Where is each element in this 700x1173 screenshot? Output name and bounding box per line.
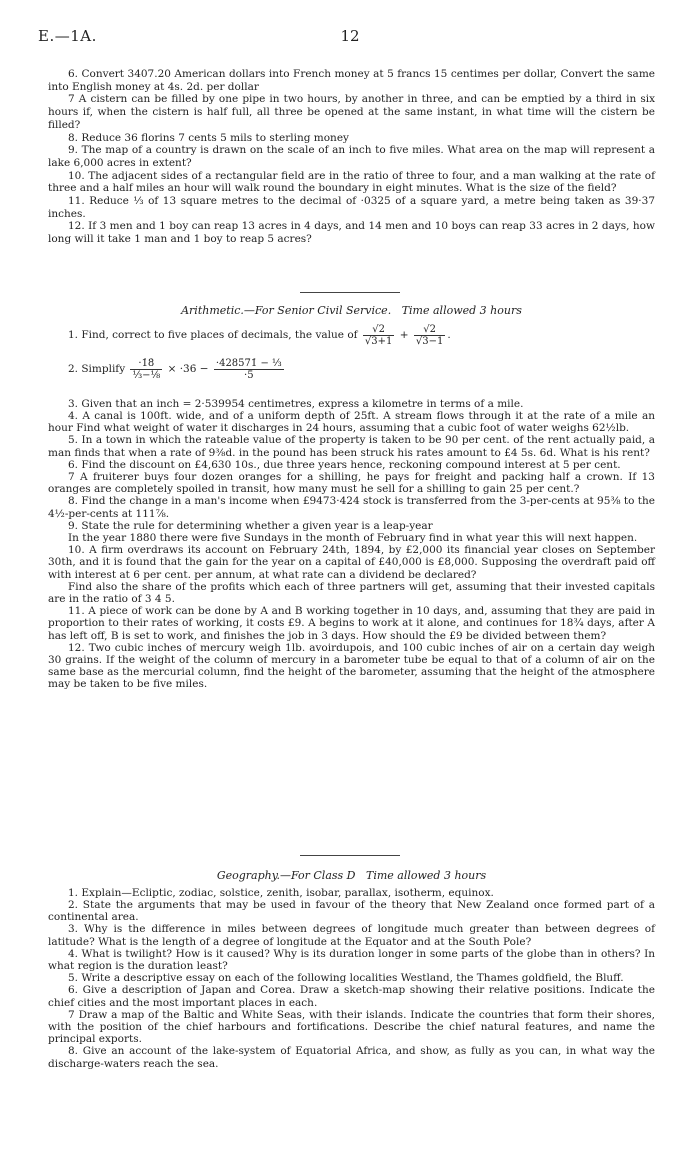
arithmetic-questions — [48, 398, 655, 691]
question-2-text: 2. Simplify — [68, 362, 126, 375]
question-7: 7 A fruiterer buys four dozen oranges for a shilling, he pays for freight and packing half a crown. If 13 oranges are completely spoiled in transit, how many must he sell for a shilling to gain 25 per cent.? — [48, 470, 655, 496]
question-8: 8. Reduce 36 florins 7 cents 5 mils to sterling money — [68, 131, 349, 144]
section-divider — [300, 855, 400, 856]
question-6: 6. Give a description of Japan and Corea. Draw a sketch-map showing their relative positions. Indicate the chief cities and the most important places in each. — [48, 984, 655, 1009]
question-9: 9. State the rule for determining whether a given year is a leap-year — [68, 519, 433, 532]
arithmetic-continued-questions — [48, 68, 655, 246]
document-reference: E.—1A. — [38, 27, 97, 45]
fraction: $\frac{\cdot 1̇8̇}{\text{⅓−⅛}}$ — [132, 357, 161, 381]
question-3: 3. Why is the difference in miles between degrees of longitude much greater than between degrees of latitude? What is the length of a degree of longitude at the Equator and at the South Pole? — [48, 923, 655, 948]
section-heading: Geography.—For Class D — [216, 869, 356, 882]
question-10: 10. A firm overdraws its account on February 24th, 1894, by £2,000 its financial year closes on September 30th, and it is found that the gain for the year on a capital of £40,000 is £8,000. Supposing the overdraft paid off with interest at 6 per cent. per annum, at what rate can a dividend be declared? — [48, 544, 655, 581]
question-9: 9. The map of a country is drawn on the scale of an inch to five miles. What area on the map will represent a lake 6,000 acres in extent? — [48, 144, 655, 169]
time-allowed: Time allowed 3 hours — [366, 869, 487, 882]
question-1-text: 1. Find, correct to five places of decimals, the value of — [68, 328, 358, 341]
section-heading: Arithmetic.—For Senior Civil Service. — [181, 304, 392, 317]
question-7: 7 A cistern can be filled by one pipe in two hours, by another in three, and can be emptied by a third in six hours if, when the cistern is half full, all three be opened at the same instant, in what time will the cistern be filled? — [48, 93, 655, 131]
arithmetic-senior-section — [48, 305, 655, 691]
question-4: 4. A canal is 100ft. wide, and of a uniform depth of 25ft. A stream flows through it at the rate of a mile an hour Find what weight of water it discharges in 24 hours, assuming that a cubic foot of water weighs 62½lb. — [48, 409, 655, 435]
question-8: 8. Find the change in a man's income when £9473·424 stock is transferred from the 3-per-cents at 95⅜ to the 4½-per-cents at 111⅞. — [48, 495, 655, 520]
question-9-continued: In the year 1880 there were five Sundays in the month of February find in what year this will next happen. — [68, 531, 638, 544]
question-5: 5. Write a descriptive essay on each of the following localities Westland, the Thames goldfield, the Bluff. — [68, 972, 624, 985]
question-10: 10. The adjacent sides of a rectangular field are in the ratio of three to four, and a man walking at the rate of three and a half miles an hour will walk round the boundary in eight minutes. What is the size of the field? — [48, 169, 655, 195]
fraction: $\frac{\text{·4285̇7̇1̇ − ⅓}}{\cdot 5}$ — [215, 357, 282, 381]
question-11: 11. Reduce ⅓ of 13 square metres to the decimal of ·0325 of a square yard, a metre being taken as 39·37 inches. — [48, 195, 655, 220]
question-4: 4. What is twilight? How is it caused? Why is its duration longer in some parts of the globe than in others? In what region is the duration least? — [48, 947, 655, 972]
question-1: 1. Explain—Ecliptic, zodiac, solstice, zenith, isobar, parallax, isotherm, equinox. — [68, 886, 494, 899]
question-7: 7 Draw a map of the Baltic and White Seas, with their islands. Indicate the countries that form their shores, with the position of the chief harbours and fortifications. Describe the chief natural features, and name the principal exports. — [48, 1008, 655, 1046]
question-10-continued: Find also the share of the profits which each of three partners will get, assuming that their invested capitals are in the ratio of 3 4 5. — [48, 580, 655, 605]
fraction: $\frac{√2}{√3+1}$ — [364, 323, 393, 347]
question-11: 11. A piece of work can be done by A and B working together in 10 days, and, assuming that they are paid in proportion to their rates of working, it costs £9. A begins to work at it alone, and continues for 18¾ days, after A has left off, B is set to work, and finishes the job in 3 days. How should the £9 be divided between them? — [48, 605, 655, 642]
question-1-math: 1. Find, correct to five places of decimals, the value of $\frac{√2}{√3+1}$ + $\frac{√2}{√3-1}$ . — [68, 323, 451, 347]
fraction: $\frac{√2}{√3-1}$ — [415, 323, 444, 347]
question-6: 6. Convert 3407.20 American dollars into French money at 5 francs 15 centimes per dollar, Convert the same into English money at 4s. 2d. per dollar — [48, 68, 655, 93]
section-divider — [300, 292, 400, 293]
geography-section — [48, 870, 655, 1070]
time-allowed: Time allowed 3 hours — [401, 304, 522, 317]
question-3: 3. Given that an inch = 2·539954 centimetres, express a kilometre in terms of a mile. — [68, 397, 524, 410]
question-5: 5. In a town in which the rateable value of the property is taken to be 90 per cent. of the rent actually paid, a man finds that when a rate of 9⅜d. in the pound has been struck his rates amount to £4 5s. 6d. What is his rent? — [48, 434, 655, 459]
question-2: 2. State the arguments that may be used in favour of the theory that New Zealand once formed part of a continental area. — [48, 898, 655, 924]
page-header — [38, 27, 662, 50]
question-8: 8. Give an account of the lake-system of Equatorial Africa, and show, as fully as you can, in what way the discharge-waters reach the sea. — [48, 1045, 655, 1070]
section-title — [48, 870, 655, 883]
question-12: 12. If 3 men and 1 boy can reap 13 acres in 4 days, and 14 men and 10 boys can reap 33 acres in 2 days, how long will it take 1 man and 1 boy to reap 5 acres? — [48, 220, 655, 246]
geography-questions — [48, 887, 655, 1070]
question-12: 12. Two cubic inches of mercury weigh 1lb. avoirdupois, and 100 cubic inches of air on a certain day weigh 30 grains. If the weight of the column of mercury in a barometer tube be equal to that of a column of air on the same base as the mercurial column, find the height of the barometer, assuming that the height of the atmosphere may be taken to be five miles. — [48, 641, 655, 691]
section-title — [48, 305, 655, 318]
question-6: 6. Find the discount on £4,630 10s., due three years hence, reckoning compound interest at 5 per cent. — [68, 458, 621, 471]
question-2-math: 2. Simplify $\frac{\cdot 1̇8̇}{\text{⅓−⅛}}$ × ·3̇6̇ − $\frac{\text{·4285̇7̇1̇ − ⅓}}{\cdot 5}$ — [68, 357, 282, 381]
page-number: 12 — [340, 27, 360, 45]
